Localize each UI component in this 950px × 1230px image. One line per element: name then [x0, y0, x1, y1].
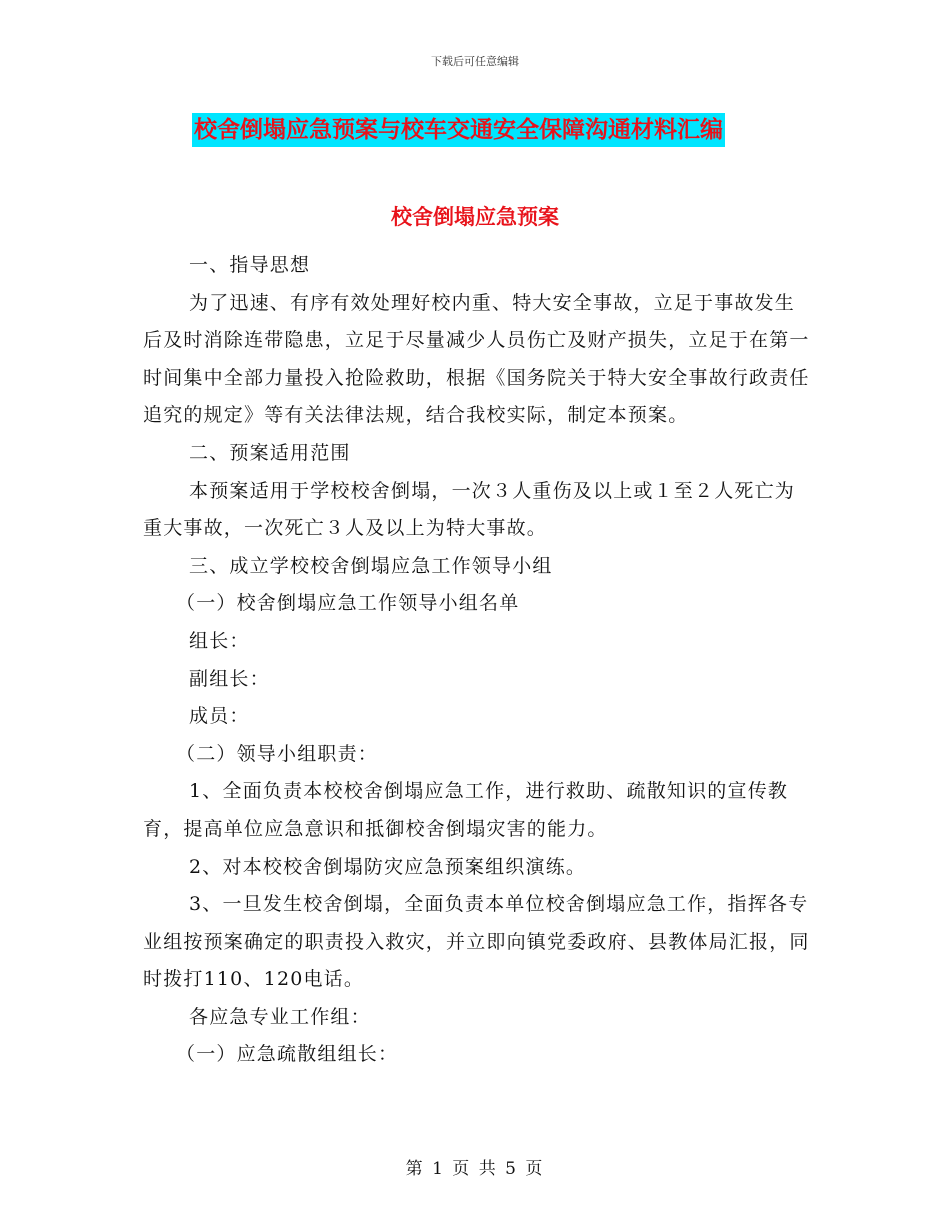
paragraph-guiding-principle: 为了迅速、有序有效处理好校内重、特大安全事故，立足于事故发生后及时消除连带隐患，立足于尽量减少人员伤亡及财产损失，立足于在第一时间集中全部力量投入抢险救助，根据《国务院关于特大安全事故行政责任追究的规定》等有关法律法规，结合我校实际，制定本预案。: [143, 291, 810, 427]
document-body: [143, 247, 813, 1074]
paragraph-scope: 本预案适用于学校校舍倒塌，一次３人重伤及以上或１至２人死亡为重大事故，一次死亡３人及以上为特大事故。: [143, 479, 796, 540]
heading-leadership-group: 三、成立学校校舍倒塌应急工作领导小组: [189, 554, 553, 577]
evacuation-group-leader-line: （一）应急疏散组组长：: [176, 1043, 399, 1066]
section-title: 校舍倒塌应急预案: [391, 204, 559, 229]
heading-scope: 二、预案适用范围: [189, 441, 351, 464]
duty-item-3: 3、一旦发生校舍倒塌，全面负责本单位校舍倒塌应急工作，指挥各专业组按预案确定的职责投入救灾，并立即向镇党委政府、县教体局汇报，同时拨打110、120电话。: [143, 893, 810, 991]
duty-item-2: 2、对本校校舍倒塌防灾应急预案组织演练。: [189, 855, 587, 878]
deputy-leader-line: 副组长：: [189, 667, 270, 690]
subheading-member-list: （一）校舍倒塌应急工作领导小组名单: [176, 592, 520, 615]
document-title: 校舍倒塌应急预案与校车交通安全保障沟通材料汇编: [192, 113, 725, 147]
subheading-duties: （二）领导小组职责：: [176, 742, 379, 765]
page-footer: 第 1 页 共 5 页: [405, 1159, 545, 1179]
group-leader-line: 组长：: [189, 629, 250, 652]
members-line: 成员：: [189, 705, 250, 728]
duty-item-1: 1、全面负责本校校舍倒塌应急工作，进行救助、疏散知识的宣传教育，提高单位应急意识和抵御校舍倒塌灾害的能力。: [143, 780, 789, 840]
header-note: 下载后可任意编辑: [431, 55, 519, 68]
heading-guiding-principle: 一、指导思想: [189, 254, 311, 276]
heading-work-groups: 各应急专业工作组：: [189, 1005, 371, 1028]
